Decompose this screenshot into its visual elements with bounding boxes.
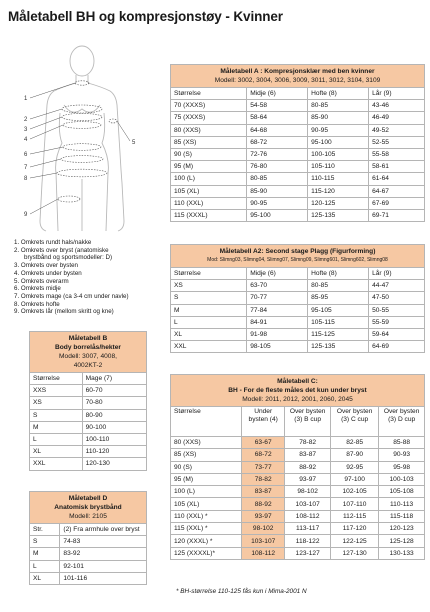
footnote: * BH-størrelse 110-125 fås kun i Mima-2001 N	[176, 588, 307, 595]
table-row	[171, 173, 425, 185]
table-cell: 115-125	[308, 328, 369, 340]
table-cell: 92-101	[60, 560, 147, 572]
table-b-subtitle: Body borrelås/hekter	[55, 344, 121, 351]
table-cell: 69-71	[369, 209, 425, 221]
table-cell: 98-102	[242, 523, 285, 535]
table-b-header	[30, 332, 147, 373]
table-cell: M	[171, 304, 247, 316]
table-cell: 85 (XS)	[171, 136, 247, 148]
column-header: Hofte (8)	[308, 88, 369, 100]
table-cell: 115-118	[379, 510, 425, 522]
table-cell: XXL	[30, 458, 83, 470]
table-cell: XL	[30, 446, 83, 458]
table-cell: 72-76	[247, 148, 308, 160]
table-b-title: Måletabell B	[68, 335, 108, 342]
marker-5: 5	[132, 140, 136, 146]
table-cell: 63-67	[242, 437, 285, 449]
table-cell: 90-100	[82, 421, 146, 433]
table-cell: 83-92	[60, 548, 147, 560]
table-cell: 64-67	[369, 185, 425, 197]
table-cell: 103-107	[285, 498, 331, 510]
table-cell: 80-90	[82, 409, 146, 421]
table-row	[30, 536, 147, 548]
column-header: Lår (9)	[369, 268, 425, 280]
table-c-title: Måletabell C:	[277, 378, 318, 385]
page-title: Måletabell BH og kompresjonstøy - Kvinner	[8, 9, 283, 24]
table-cell: 115 (XXL) *	[171, 523, 242, 535]
table-cell: 70 (XXXS)	[171, 100, 247, 112]
table-cell: XL	[171, 328, 247, 340]
table-row	[171, 280, 425, 292]
table-cell: 80 (XXS)	[171, 437, 242, 449]
column-header: Under bysten (4)	[242, 407, 285, 437]
marker-7: 7	[24, 165, 28, 171]
column-header: (2) Fra armhule over bryst	[60, 524, 147, 536]
column-header: Mage (7)	[82, 373, 146, 385]
table-cell: 58-61	[369, 161, 425, 173]
table-row	[171, 148, 425, 160]
marker-3: 3	[24, 127, 28, 133]
table-cell: 90-95	[308, 124, 369, 136]
table-cell: 50-55	[369, 304, 425, 316]
size-table-d	[29, 491, 147, 585]
table-cell: 100 (L)	[171, 173, 247, 185]
table-d-models: Modell: 2105	[69, 513, 107, 520]
legend-item: 5. Omkrets overarm	[14, 277, 69, 285]
column-header: Midje (6)	[247, 88, 308, 100]
table-cell: 90-93	[379, 449, 425, 461]
table-cell: XXL	[171, 341, 247, 353]
table-cell: XL	[30, 572, 60, 584]
table-cell: 120 (XXXL) *	[171, 535, 242, 547]
table-cell: 95 (M)	[171, 161, 247, 173]
table-cell: 67-69	[369, 197, 425, 209]
column-header: Hofte (8)	[308, 268, 369, 280]
table-row	[171, 547, 425, 559]
table-cell: 88-92	[285, 461, 331, 473]
table-row	[171, 498, 425, 510]
legend-item: brystbånd og sportsmodeller: D)	[24, 254, 113, 262]
table-cell: M	[30, 421, 83, 433]
table-cell: 46-49	[369, 112, 425, 124]
column-header: Størrelse	[171, 407, 242, 437]
table-c-models: Modell: 2011, 2012, 2001, 2060, 2045	[242, 396, 353, 403]
table-cell: 88-92	[242, 498, 285, 510]
table-cell: XXS	[30, 385, 83, 397]
table-row	[30, 572, 147, 584]
table-cell: 108-112	[285, 510, 331, 522]
size-table-c	[170, 374, 425, 560]
table-cell: XS	[30, 397, 83, 409]
table-row	[30, 433, 147, 445]
table-cell: 110-115	[308, 173, 369, 185]
table-cell: 102-105	[331, 486, 379, 498]
table-cell: 125 (XXXXL)*	[171, 547, 242, 559]
table-cell: 98-102	[285, 486, 331, 498]
table-row	[171, 473, 425, 485]
table-cell: 91-98	[247, 328, 308, 340]
measurement-legend	[14, 239, 170, 316]
table-cell: 75 (XXXS)	[171, 112, 247, 124]
table-cell: 73-77	[242, 461, 285, 473]
size-table-a2	[170, 244, 425, 353]
table-a2-title: Måletabell A2: Second stage Plagg (Figurforming)	[219, 248, 376, 255]
table-row	[171, 316, 425, 328]
table-cell: 105-115	[308, 316, 369, 328]
legend-item: 1. Omkrets rundt hals/nakke	[14, 239, 92, 246]
table-cell: 105 (XL)	[171, 185, 247, 197]
table-cell: 80-85	[308, 100, 369, 112]
table-cell: 61-64	[369, 173, 425, 185]
table-cell: 83-87	[242, 486, 285, 498]
table-cell: 100-110	[82, 433, 146, 445]
table-row	[30, 458, 147, 470]
table-cell: 59-64	[369, 328, 425, 340]
table-b-models-cont: 4002KT-2	[73, 362, 103, 369]
table-row	[171, 292, 425, 304]
table-cell: 55-59	[369, 316, 425, 328]
table-cell: 90 (S)	[171, 461, 242, 473]
table-row	[30, 397, 147, 409]
table-cell: 95-100	[308, 136, 369, 148]
table-cell: L	[30, 560, 60, 572]
table-cell: 43-46	[369, 100, 425, 112]
table-cell: 110-120	[82, 446, 146, 458]
table-cell: 108-112	[242, 547, 285, 559]
table-cell: 47-50	[369, 292, 425, 304]
table-cell: 80-85	[308, 280, 369, 292]
table-cell: 97-100	[331, 473, 379, 485]
table-cell: 115 (XXXL)	[171, 209, 247, 221]
table-cell: 49-52	[369, 124, 425, 136]
table-row	[30, 548, 147, 560]
table-cell: 110 (XXL) *	[171, 510, 242, 522]
table-cell: 60-70	[82, 385, 146, 397]
table-cell: 100-105	[308, 148, 369, 160]
table-cell: 85-95	[308, 292, 369, 304]
table-cell: 76-80	[247, 161, 308, 173]
marker-8: 8	[24, 176, 28, 182]
table-d-subtitle: Anatomisk brystbånd	[54, 504, 122, 511]
size-table-a	[170, 64, 425, 222]
legend-item: 9. Omkrets lår (mellom skritt og kne)	[14, 308, 114, 316]
table-row	[171, 136, 425, 148]
table-a-title: Måletabell A : Kompresjonsklær med ben kvinner	[220, 68, 375, 75]
table-cell: 101-116	[60, 572, 147, 584]
table-d-title: Måletabell D	[68, 495, 108, 502]
table-cell: 105 (XL)	[171, 498, 242, 510]
table-cell: 122-125	[331, 535, 379, 547]
table-cell: 52-55	[369, 136, 425, 148]
table-cell: 92-95	[331, 461, 379, 473]
table-row	[171, 449, 425, 461]
table-cell: 118-122	[285, 535, 331, 547]
table-row	[171, 124, 425, 136]
table-cell: 95-98	[379, 461, 425, 473]
table-cell: 90-95	[247, 197, 308, 209]
table-cell: 93-97	[285, 473, 331, 485]
table-cell: L	[171, 316, 247, 328]
body-measurement-figure	[2, 43, 164, 233]
table-cell: 68-72	[242, 449, 285, 461]
table-cell: 103-107	[242, 535, 285, 547]
table-c-header	[171, 375, 425, 407]
table-row	[171, 328, 425, 340]
table-cell: S	[30, 409, 83, 421]
table-cell: 112-115	[331, 510, 379, 522]
marker-2: 2	[24, 117, 28, 123]
table-cell: 100-103	[379, 473, 425, 485]
table-row	[171, 304, 425, 316]
table-row	[30, 385, 147, 397]
table-b-models: Modell: 3007, 4008,	[59, 353, 117, 360]
legend-item: 2. Omkrets over bryst (anatomiske	[14, 246, 109, 254]
table-row	[171, 437, 425, 449]
table-row	[30, 409, 147, 421]
table-cell: 98-105	[247, 341, 308, 353]
table-row	[171, 461, 425, 473]
table-cell: 125-135	[308, 209, 369, 221]
table-row	[30, 560, 147, 572]
table-cell: 64-68	[247, 124, 308, 136]
table-row	[171, 535, 425, 547]
table-cell: 130-133	[379, 547, 425, 559]
table-cell: 44-47	[369, 280, 425, 292]
column-header: Over bysten (3) D cup	[379, 407, 425, 437]
table-cell: 70-77	[247, 292, 308, 304]
table-cell: 64-69	[369, 341, 425, 353]
table-cell: 82-85	[331, 437, 379, 449]
column-header: Midje (6)	[247, 268, 308, 280]
table-cell: 85-90	[247, 185, 308, 197]
legend-item: 8. Omkrets hofte	[14, 300, 60, 308]
table-cell: 127-130	[331, 547, 379, 559]
column-header: Over bysten (3) B cup	[285, 407, 331, 437]
table-cell: 100 (L)	[171, 486, 242, 498]
table-cell: 125-128	[379, 535, 425, 547]
table-cell: 93-97	[242, 510, 285, 522]
table-cell: 115-120	[308, 185, 369, 197]
table-cell: XS	[171, 280, 247, 292]
table-cell: 125-135	[308, 341, 369, 353]
table-cell: 110-113	[379, 498, 425, 510]
table-a-header	[171, 65, 425, 88]
table-cell: 105-110	[308, 161, 369, 173]
marker-6: 6	[24, 152, 28, 158]
table-cell: 84-91	[247, 316, 308, 328]
table-cell: 83-87	[285, 449, 331, 461]
table-cell: 77-84	[247, 304, 308, 316]
table-cell: 87-90	[331, 449, 379, 461]
table-row	[171, 510, 425, 522]
table-cell: 113-117	[285, 523, 331, 535]
column-header: Størrelse	[30, 373, 83, 385]
table-row	[171, 209, 425, 221]
table-cell: 90 (S)	[171, 148, 247, 160]
table-cell: 120-130	[82, 458, 146, 470]
table-cell: 95-105	[308, 304, 369, 316]
table-row	[171, 523, 425, 535]
marker-1: 1	[24, 96, 28, 102]
table-cell: 78-82	[285, 437, 331, 449]
table-cell: 120-125	[308, 197, 369, 209]
table-c-subtitle: BH - For de fleste måles det kun under bryst	[228, 387, 367, 394]
table-row	[171, 185, 425, 197]
table-cell: L	[30, 433, 83, 445]
table-cell: 70-80	[82, 397, 146, 409]
table-cell: 80 (XXS)	[171, 124, 247, 136]
table-a2-header	[171, 245, 425, 268]
table-row	[30, 421, 147, 433]
column-header: Lår (9)	[369, 88, 425, 100]
table-cell: 120-123	[379, 523, 425, 535]
table-cell: 110 (XXL)	[171, 197, 247, 209]
table-cell: 85 (XS)	[171, 449, 242, 461]
table-cell: 117-120	[331, 523, 379, 535]
table-cell: 105-108	[379, 486, 425, 498]
table-row	[171, 197, 425, 209]
table-cell: S	[30, 536, 60, 548]
table-cell: 85-88	[379, 437, 425, 449]
marker-4: 4	[24, 137, 28, 143]
table-cell: M	[30, 548, 60, 560]
table-cell: 107-110	[331, 498, 379, 510]
table-cell: 54-58	[247, 100, 308, 112]
marker-9: 9	[24, 212, 28, 218]
column-header: Størrelse	[171, 268, 247, 280]
table-row	[171, 486, 425, 498]
table-a2-subtitle: Mod: Slimng03, Slimng04, Slimng07, Slimng09, Slimng601, Slimng602, Slimng08	[207, 257, 388, 263]
table-cell: 95-100	[247, 209, 308, 221]
table-cell: S	[171, 292, 247, 304]
table-d-header	[30, 492, 147, 524]
table-row	[171, 100, 425, 112]
column-header: Str.	[30, 524, 60, 536]
legend-item: 4. Omkrets under bysten	[14, 269, 82, 277]
table-cell: 95 (M)	[171, 473, 242, 485]
table-row	[30, 446, 147, 458]
table-cell: 85-90	[308, 112, 369, 124]
column-header: Over bysten (3) C cup	[331, 407, 379, 437]
table-cell: 63-70	[247, 280, 308, 292]
table-row	[171, 161, 425, 173]
table-cell: 68-72	[247, 136, 308, 148]
table-cell: 80-85	[247, 173, 308, 185]
table-a-subtitle: Modell: 3002, 3004, 3006, 3009, 3011, 3012, 3104, 3109	[214, 77, 381, 84]
column-header: Størrelse	[171, 88, 247, 100]
table-cell: 55-58	[369, 148, 425, 160]
legend-item: 7. Omkrets mage (ca 3-4 cm under navle)	[14, 292, 129, 300]
table-cell: 123-127	[285, 547, 331, 559]
legend-item: 3. Omkrets over bysten	[14, 262, 78, 270]
legend-item: 6. Omkrets midje	[14, 285, 61, 293]
table-row	[171, 112, 425, 124]
size-table-b	[29, 331, 147, 471]
table-cell: 58-64	[247, 112, 308, 124]
table-row	[171, 341, 425, 353]
table-cell: 78-82	[242, 473, 285, 485]
table-cell: 74-83	[60, 536, 147, 548]
